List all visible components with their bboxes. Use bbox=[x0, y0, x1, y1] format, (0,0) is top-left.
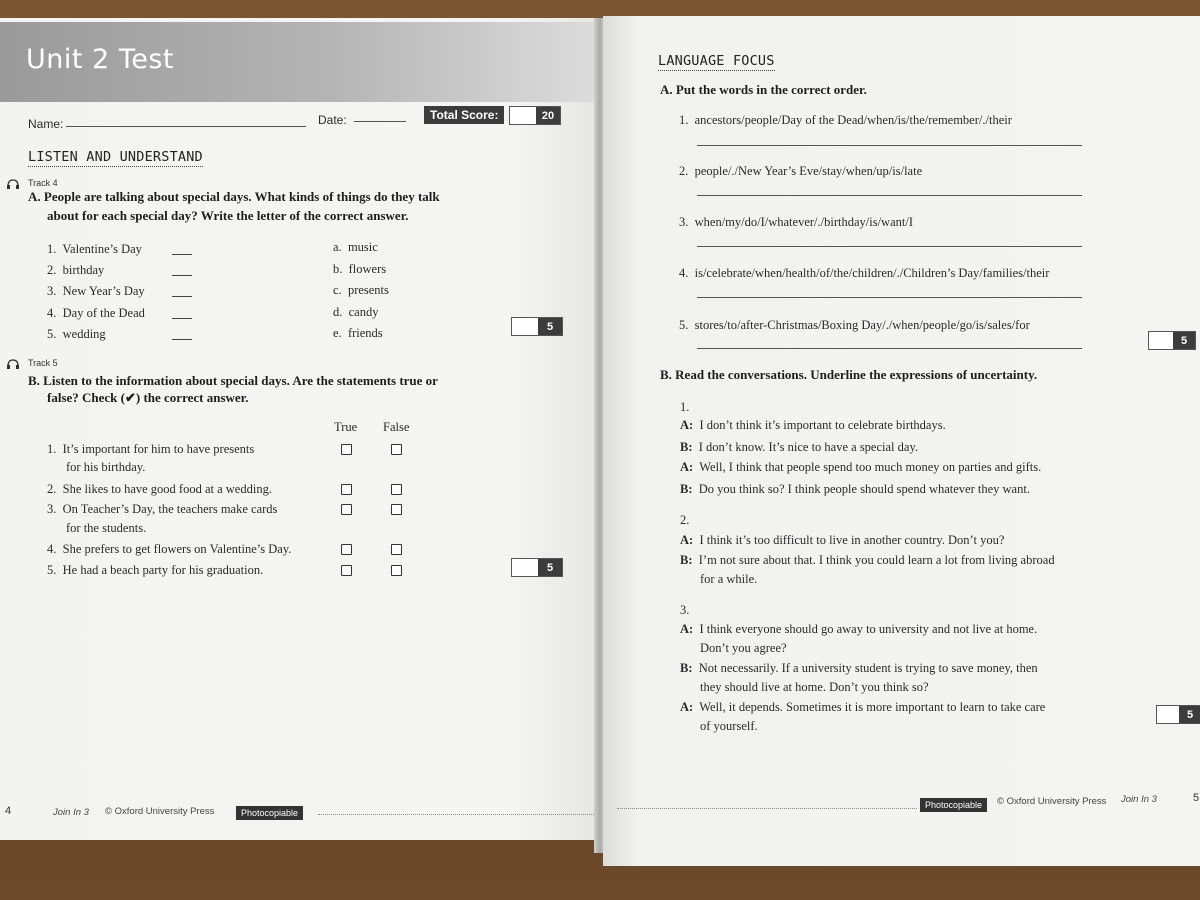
conv-text: Well, it depends. Sometimes it is more important to learn to take care bbox=[699, 700, 1046, 714]
answer-line[interactable] bbox=[697, 297, 1082, 298]
order-item-text: people/./New Year’s Eve/stay/when/up/is/late bbox=[694, 164, 923, 178]
a-answer-blank[interactable] bbox=[172, 339, 192, 340]
conv-continuation: they should live at home. Don’t you think so? bbox=[700, 680, 929, 694]
false-checkbox[interactable] bbox=[391, 544, 402, 555]
order-item-num: 1. bbox=[679, 113, 689, 127]
b-item-text: He had a beach party for his graduation. bbox=[62, 563, 264, 577]
page-number: 5 bbox=[1193, 792, 1200, 804]
order-item-text: stores/to/after-Christmas/Boxing Day/./when/people/go/is/sales/for bbox=[694, 318, 1030, 332]
order-item bbox=[679, 266, 1049, 281]
sectionA-instruction-1: A. People are talking about special days. What kinds of things do they talk bbox=[28, 189, 440, 204]
unit-banner bbox=[0, 22, 596, 102]
speaker-label: A: bbox=[680, 460, 694, 474]
order-item-text: when/my/do/I/whatever/./birthday/is/want/I bbox=[694, 215, 913, 229]
conv-line bbox=[680, 622, 1037, 637]
a-option bbox=[333, 326, 383, 341]
b-item-text: She likes to have good food at a wedding. bbox=[62, 482, 272, 496]
sectionA-instruction: A. Put the words in the correct order. bbox=[660, 82, 867, 97]
left-page bbox=[0, 18, 596, 840]
unit-title: Unit 2 Test bbox=[26, 44, 174, 75]
conv-line bbox=[680, 460, 1041, 475]
conversation-number: 2. bbox=[680, 513, 690, 527]
a-option-letter: a. bbox=[333, 240, 342, 254]
sectionB-instruction-2: false? Check (✔) the correct answer. bbox=[47, 390, 249, 405]
answer-line[interactable] bbox=[697, 246, 1082, 247]
a-answer-blank[interactable] bbox=[172, 296, 192, 297]
conv-text: I think everyone should go away to university and not live at home. bbox=[699, 622, 1038, 636]
b-item-num: 3. bbox=[47, 502, 57, 516]
speaker-label: A: bbox=[680, 533, 694, 547]
order-item bbox=[679, 318, 1030, 333]
a-option bbox=[333, 305, 378, 320]
false-checkbox[interactable] bbox=[391, 504, 402, 515]
conv-text: I don’t know. It’s nice to have a special day. bbox=[698, 440, 919, 454]
book-title: Join In 3 bbox=[1121, 794, 1157, 805]
conv-text: I don’t think it’s important to celebrate birthdays. bbox=[699, 418, 946, 432]
b-item-text: On Teacher’s Day, the teachers make cards bbox=[62, 502, 278, 516]
a-answer-blank[interactable] bbox=[172, 275, 192, 276]
sectionA-score-max: 5 bbox=[1173, 332, 1195, 349]
total-score-label: Total Score: bbox=[424, 106, 504, 124]
a-item-num: 3. bbox=[47, 284, 57, 298]
answer-line[interactable] bbox=[697, 348, 1082, 349]
conv-text: Not necessarily. If a university student is trying to save money, then bbox=[698, 661, 1038, 675]
true-checkbox[interactable] bbox=[341, 544, 352, 555]
order-item bbox=[679, 113, 1012, 128]
sectionB-instruction-1: B. Listen to the information about special days. Are the statements true or bbox=[28, 373, 438, 388]
a-item-text: wedding bbox=[62, 327, 106, 341]
sectionB-score-box bbox=[1156, 705, 1200, 724]
order-item bbox=[679, 164, 922, 179]
sectionB-score-entry[interactable] bbox=[1157, 706, 1179, 723]
a-item bbox=[47, 306, 145, 321]
a-option-text: flowers bbox=[348, 262, 387, 276]
language-heading: LANGUAGE FOCUS bbox=[658, 53, 775, 69]
conversation-number: 3. bbox=[680, 603, 690, 617]
conv-line bbox=[680, 440, 918, 455]
false-checkbox[interactable] bbox=[391, 484, 402, 495]
photocopiable-badge: Photocopiable bbox=[236, 806, 303, 820]
sectionA-score-box bbox=[1148, 331, 1196, 350]
b-item-num: 2. bbox=[47, 482, 57, 496]
track4-label: Track 4 bbox=[28, 178, 58, 188]
a-option-letter: d. bbox=[333, 305, 343, 319]
publisher: © Oxford University Press bbox=[997, 796, 1107, 807]
a-item-text: birthday bbox=[62, 263, 105, 277]
name-label: Name: bbox=[28, 117, 64, 131]
false-checkbox[interactable] bbox=[391, 444, 402, 455]
a-option bbox=[333, 240, 378, 255]
true-column-header: True bbox=[334, 420, 358, 434]
true-checkbox[interactable] bbox=[341, 565, 352, 576]
a-item bbox=[47, 242, 142, 257]
footer-rule bbox=[318, 814, 594, 815]
b-item bbox=[47, 542, 291, 557]
headphones-icon bbox=[7, 359, 19, 369]
a-option bbox=[333, 262, 386, 277]
answer-line[interactable] bbox=[697, 145, 1082, 146]
date-field[interactable] bbox=[354, 121, 406, 122]
b-item bbox=[47, 482, 272, 497]
speaker-label: B: bbox=[680, 661, 693, 675]
a-option-text: candy bbox=[348, 305, 379, 319]
b-item-continuation: for his birthday. bbox=[66, 460, 146, 474]
speaker-label: B: bbox=[680, 440, 693, 454]
a-option-text: presents bbox=[347, 283, 389, 297]
name-field[interactable] bbox=[66, 126, 306, 127]
sectionB-score-box bbox=[511, 558, 563, 577]
speaker-label: B: bbox=[680, 553, 693, 567]
date-label: Date: bbox=[318, 113, 347, 127]
conversation-number: 1. bbox=[680, 400, 690, 414]
sectionB-score-max: 5 bbox=[538, 559, 562, 576]
a-item bbox=[47, 284, 145, 299]
conv-line bbox=[680, 418, 946, 433]
sectionA-score-max: 5 bbox=[538, 318, 562, 335]
conv-line bbox=[680, 661, 1038, 676]
a-answer-blank[interactable] bbox=[172, 318, 192, 319]
sectionA-score-entry[interactable] bbox=[512, 318, 538, 335]
a-option bbox=[333, 283, 389, 298]
order-item-num: 4. bbox=[679, 266, 689, 280]
b-item-continuation: for the students. bbox=[66, 521, 147, 535]
publisher: © Oxford University Press bbox=[105, 806, 215, 817]
b-item-text: She prefers to get flowers on Valentine’s Day. bbox=[62, 542, 292, 556]
true-checkbox[interactable] bbox=[341, 504, 352, 515]
conv-line bbox=[680, 700, 1045, 715]
a-option-text: music bbox=[347, 240, 378, 254]
conv-text: Do you think so? I think people should spend whatever they want. bbox=[698, 482, 1030, 496]
speaker-label: A: bbox=[680, 418, 694, 432]
total-score-max: 20 bbox=[536, 107, 560, 124]
order-item-text: ancestors/people/Day of the Dead/when/is/the/remember/./their bbox=[694, 113, 1012, 127]
conv-text: Well, I think that people spend too much money on parties and gifts. bbox=[699, 460, 1042, 474]
speaker-label: A: bbox=[680, 700, 694, 714]
a-item bbox=[47, 263, 104, 278]
sectionA-instruction-2: about for each special day? Write the letter of the correct answer. bbox=[47, 208, 409, 223]
conv-continuation: of yourself. bbox=[700, 719, 758, 733]
track5-label: Track 5 bbox=[28, 358, 58, 368]
speaker-label: B: bbox=[680, 482, 693, 496]
a-item-num: 2. bbox=[47, 263, 57, 277]
b-item-num: 1. bbox=[47, 442, 57, 456]
answer-line[interactable] bbox=[697, 195, 1082, 196]
sectionB-score-entry[interactable] bbox=[512, 559, 538, 576]
b-item bbox=[47, 563, 263, 578]
a-option-letter: e. bbox=[333, 326, 342, 340]
a-item-text: Valentine’s Day bbox=[62, 242, 142, 256]
conv-line bbox=[680, 482, 1030, 497]
false-checkbox[interactable] bbox=[391, 565, 402, 576]
conv-continuation: for a while. bbox=[700, 572, 758, 586]
conv-text: I’m not sure about that. I think you could learn a lot from living abroad bbox=[698, 553, 1055, 567]
a-item-text: Day of the Dead bbox=[62, 306, 145, 320]
sectionA-score-entry[interactable] bbox=[1149, 332, 1173, 349]
a-item-num: 1. bbox=[47, 242, 57, 256]
a-option-letter: b. bbox=[333, 262, 343, 276]
page-number: 4 bbox=[5, 805, 12, 817]
a-option-text: friends bbox=[347, 326, 383, 340]
total-score-entry[interactable] bbox=[510, 107, 536, 124]
order-item-num: 3. bbox=[679, 215, 689, 229]
b-item bbox=[47, 442, 254, 457]
speaker-label: A: bbox=[680, 622, 694, 636]
a-item-num: 5. bbox=[47, 327, 57, 341]
true-checkbox[interactable] bbox=[341, 484, 352, 495]
a-option-letter: c. bbox=[333, 283, 342, 297]
order-item-num: 5. bbox=[679, 318, 689, 332]
sectionB-instruction: B. Read the conversations. Underline the expressions of uncertainty. bbox=[660, 367, 1038, 382]
conv-text: I think it’s too difficult to live in another country. Don’t you? bbox=[699, 533, 1005, 547]
b-item bbox=[47, 502, 277, 517]
footer-rule bbox=[617, 808, 917, 809]
sectionB-score-max: 5 bbox=[1179, 706, 1200, 723]
total-score-box bbox=[509, 106, 561, 125]
order-item-text: is/celebrate/when/health/of/the/children/./Children’s Day/families/their bbox=[694, 266, 1050, 280]
b-item-text: It’s important for him to have presents bbox=[62, 442, 255, 456]
b-item-num: 5. bbox=[47, 563, 57, 577]
conv-line bbox=[680, 553, 1055, 568]
b-item-num: 4. bbox=[47, 542, 57, 556]
conv-continuation: Don’t you agree? bbox=[700, 641, 787, 655]
a-answer-blank[interactable] bbox=[172, 254, 192, 255]
false-column-header: False bbox=[383, 420, 410, 434]
right-page bbox=[603, 16, 1200, 866]
listen-heading: LISTEN AND UNDERSTAND bbox=[28, 149, 203, 165]
conv-line bbox=[680, 533, 1004, 548]
photocopiable-badge: Photocopiable bbox=[920, 798, 987, 812]
sectionA-score-box bbox=[511, 317, 563, 336]
a-item-text: New Year’s Day bbox=[62, 284, 145, 298]
a-item bbox=[47, 327, 106, 342]
book-title: Join In 3 bbox=[53, 807, 89, 818]
a-item-num: 4. bbox=[47, 306, 57, 320]
true-checkbox[interactable] bbox=[341, 444, 352, 455]
order-item-num: 2. bbox=[679, 164, 689, 178]
headphones-icon bbox=[7, 179, 19, 189]
order-item bbox=[679, 215, 913, 230]
